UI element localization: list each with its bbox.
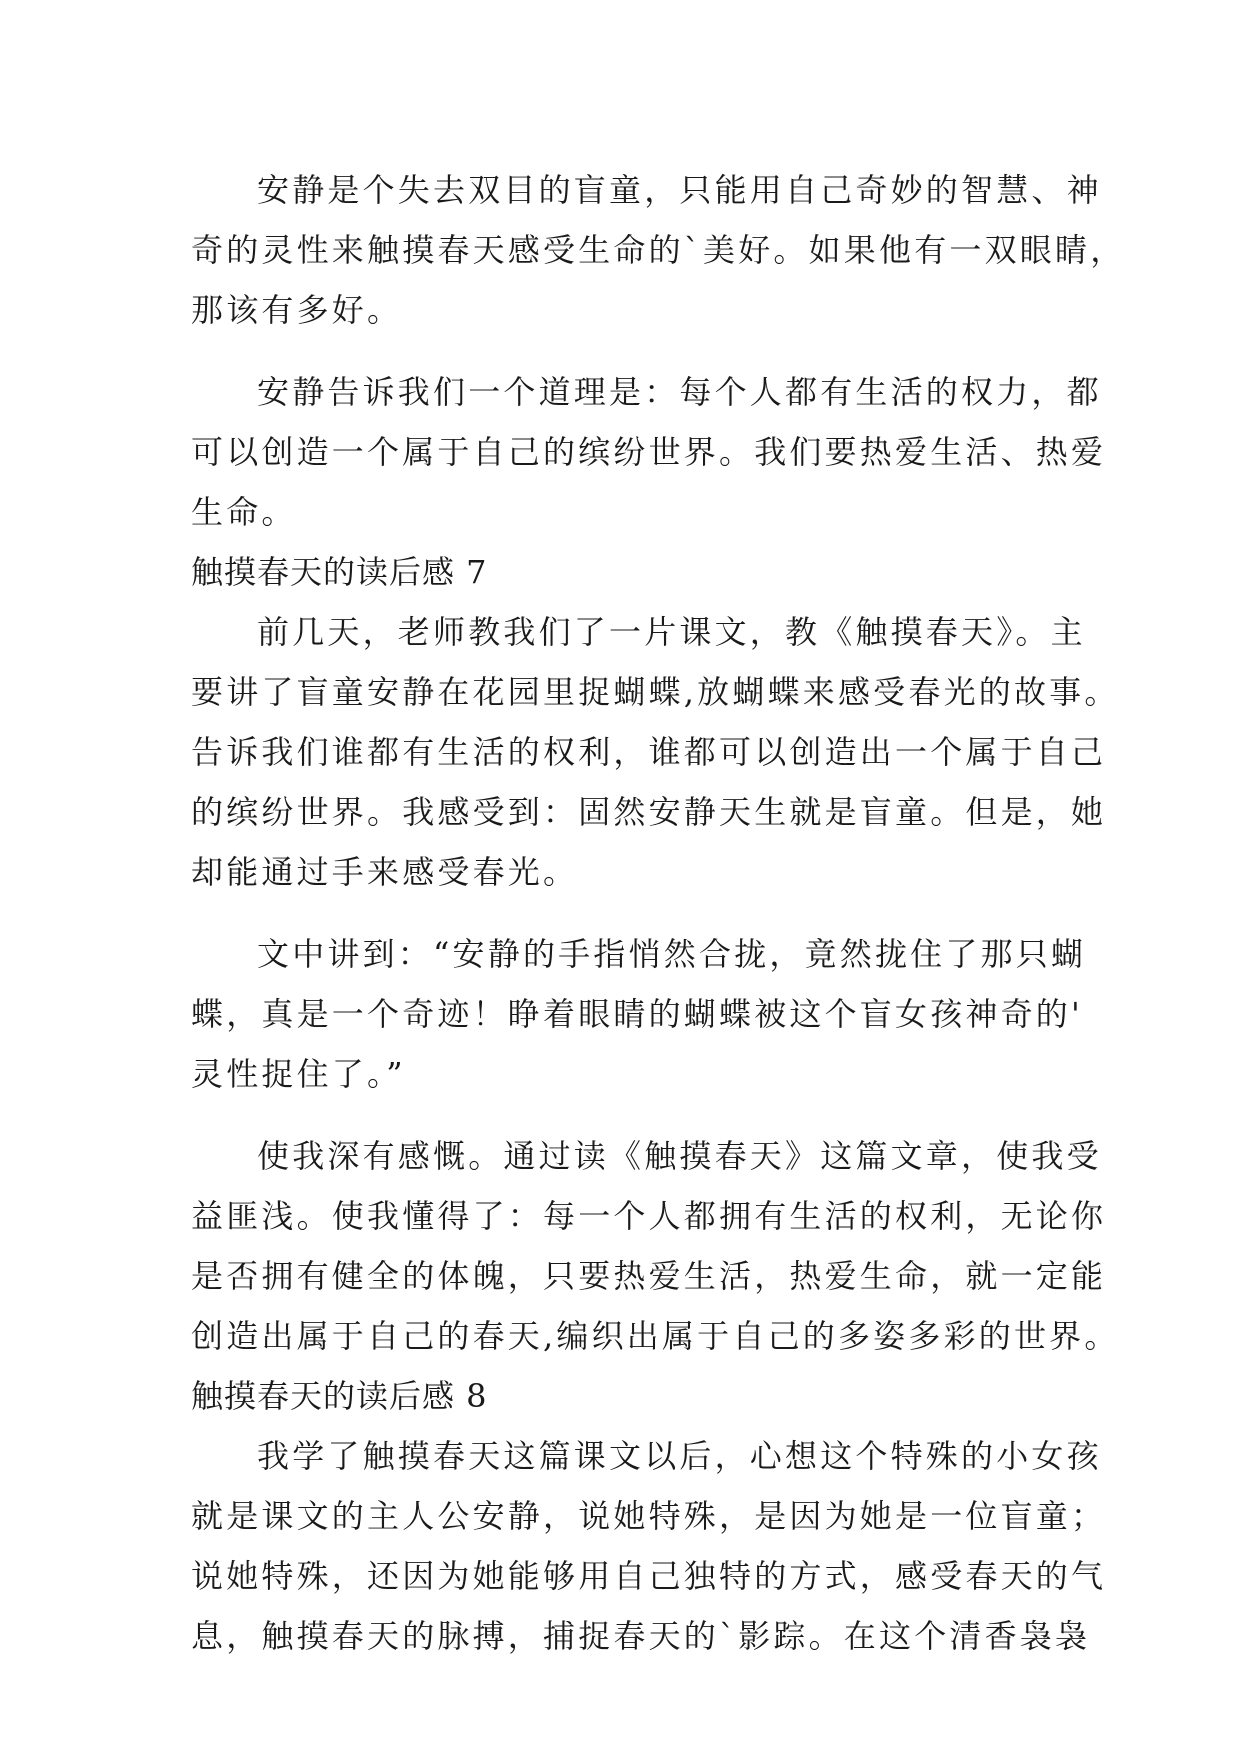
text-line: 息，触摸春天的脉搏，捕捉春天的`影踪。在这个清香袅袅	[191, 1617, 1091, 1655]
text-line: 蝶，真是一个奇迹！睁着眼睛的蝴蝶被这个盲女孩神奇的'	[191, 995, 1083, 1033]
text-line: 的缤纷世界。我感受到：固然安静天生就是盲童。但是，她	[191, 793, 1107, 831]
text-line: 使我深有感慨。通过读《触摸春天》这篇文章，使我受	[257, 1137, 1102, 1175]
text-line: 是否拥有健全的体魄，只要热爱生活，热爱生命，就一定能	[191, 1257, 1107, 1295]
text-line: 前几天，老师教我们了一片课文，教《触摸春天》。主	[257, 613, 1086, 651]
paragraph	[191, 602, 1120, 902]
text-line: 奇的灵性来触摸春天感受生命的`美好。如果他有一双眼睛，	[191, 231, 1126, 269]
text-line: 告诉我们谁都有生活的权利，谁都可以创造出一个属于自己	[191, 733, 1107, 771]
section-heading: 触摸春天的读后感 7	[191, 553, 488, 591]
text-line: 那该有多好。	[191, 291, 403, 329]
paragraph	[191, 160, 1126, 340]
text-line: 说她特殊，还因为她能够用自己独特的方式，感受春天的气	[191, 1557, 1107, 1595]
text-line: 益匪浅。使我懂得了：每一个人都拥有生活的权利，无论你	[191, 1197, 1107, 1235]
paragraph	[191, 924, 1087, 1104]
text-line: 就是课文的主人公安静，说她特殊，是因为她是一位盲童；	[191, 1497, 1107, 1535]
text-line: 灵性捉住了。”	[191, 1055, 406, 1093]
text-line: 创造出属于自己的春天,编织出属于自己的多姿多彩的世界。	[191, 1317, 1120, 1355]
text-line: 安静是个失去双目的盲童，只能用自己奇妙的智慧、神	[257, 171, 1102, 209]
section-heading: 触摸春天的读后感 8	[191, 1377, 488, 1415]
text-line: 却能通过手来感受春光。	[191, 853, 579, 891]
document-body	[191, 160, 1126, 1666]
text-line: 文中讲到：“安静的手指悄然合拢，竟然拢住了那只蝴	[257, 935, 1087, 973]
text-line: 要讲了盲童安静在花园里捉蝴蝶,放蝴蝶来感受春光的故事。	[191, 673, 1120, 711]
text-line: 我学了触摸春天这篇课文以后，心想这个特殊的小女孩	[257, 1437, 1102, 1475]
text-line: 安静告诉我们一个道理是：每个人都有生活的权力，都	[257, 373, 1102, 411]
paragraph	[191, 1426, 1107, 1666]
text-line: 生命。	[191, 493, 297, 531]
paragraph	[191, 362, 1107, 542]
paragraph	[191, 1126, 1120, 1366]
text-line: 可以创造一个属于自己的缤纷世界。我们要热爱生活、热爱	[191, 433, 1107, 471]
